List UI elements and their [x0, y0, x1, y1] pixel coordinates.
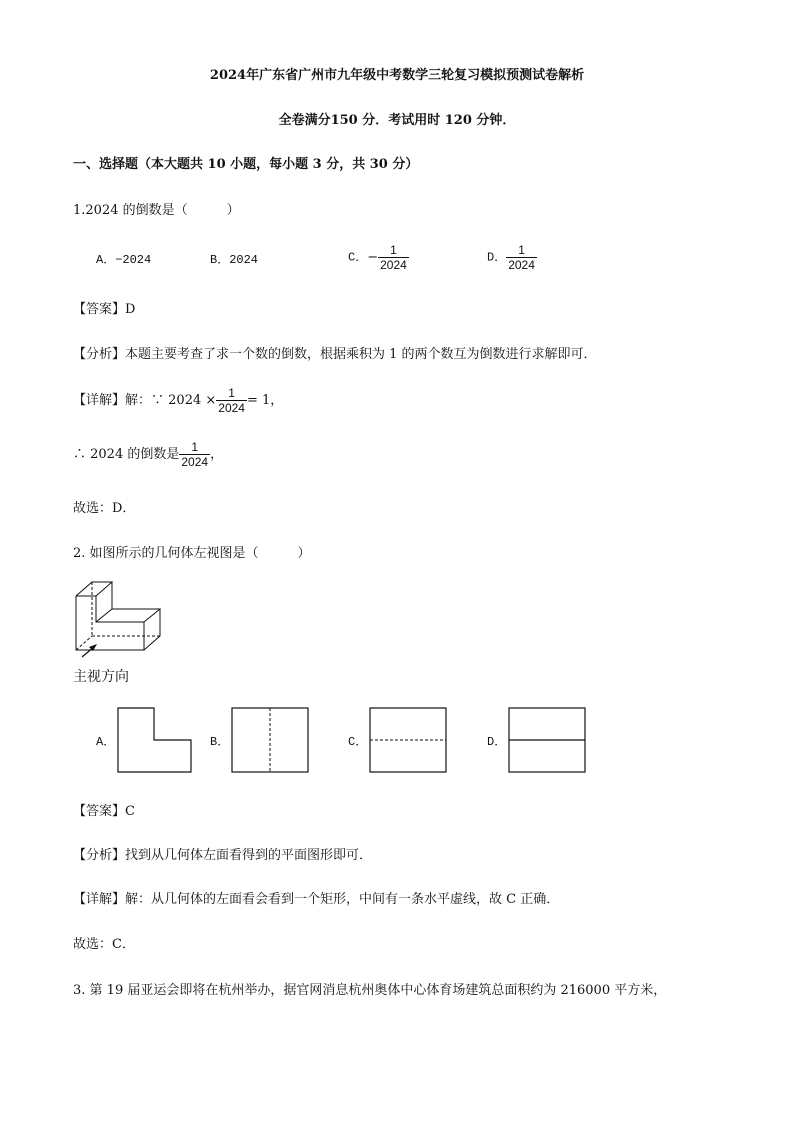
q2-answer-line	[73, 805, 135, 818]
q2-choose-line: 故选：C．	[73, 937, 135, 952]
fraction: $\frac{1}{2024}$	[218, 386, 245, 415]
analysis-tag: 【分析】	[73, 848, 126, 863]
choose-line: 故选：D．	[73, 501, 136, 516]
option-b: B．2024	[210, 253, 259, 267]
detail-line: 【详解】解：∵ 2024 × $\frac{1}{2024}$ = 1，	[73, 386, 284, 415]
option-d: D． $\frac{1}{2024}$	[487, 243, 535, 272]
solid-figure	[72, 578, 172, 660]
section-heading: 一、选择题（本大题共 10 小题，每小题 3 分，共 30 分）	[73, 157, 419, 172]
option-b-figure	[231, 707, 311, 775]
option-c: C．− $\frac{1}{2024}$	[348, 243, 407, 272]
option-a: A．−2024	[96, 253, 152, 267]
question-2-stem: 2. 如图所示的几何体左视图是（ ）	[73, 546, 311, 561]
answer-line	[73, 303, 135, 316]
q2-analysis-line	[73, 849, 372, 862]
detail-text: 解：从几何体的左面看会看到一个矩形，中间有一条水平虚线，故 C 正确．	[125, 892, 560, 907]
fraction: $\frac{1}{2024}$	[508, 243, 535, 272]
detail-tag: 【详解】	[73, 892, 126, 907]
q2-option-b-label: B．	[210, 735, 230, 749]
question-3-stem: 3. 第 19 届亚运会即将在杭州举办，据官网消息杭州奥体中心体育场建筑总面积约为 216000 平方米，	[73, 983, 667, 998]
tall-top	[76, 582, 112, 596]
analysis-text: 找到从几何体左面看得到的平面图形即可．	[125, 848, 373, 863]
analysis-tag: 【分析】	[73, 347, 126, 362]
detail-tag: 【详解】	[73, 393, 126, 409]
therefore-line: ∴ 2024 的倒数是 $\frac{1}{2024}$ ，	[73, 440, 224, 469]
fraction: $\frac{1}{2024}$	[181, 440, 209, 469]
q2-option-a-label: A．	[96, 735, 116, 749]
document-subtitle: 全卷满分150 分．考试用时 120 分钟．	[278, 113, 516, 128]
answer-tag: 【答案】	[73, 804, 126, 819]
q2-detail-line	[73, 893, 559, 906]
option-d-figure	[508, 707, 588, 775]
answer-value: D	[125, 302, 136, 317]
answer-value: C	[125, 804, 135, 819]
document-title: 2024年广东省广州市九年级中考数学三轮复习模拟预测试卷解析	[209, 68, 585, 83]
answer-tag: 【答案】	[73, 302, 126, 317]
analysis-line	[73, 348, 597, 361]
figure-caption: 主视方向	[73, 669, 129, 685]
question-1-stem: 1.2024 的倒数是（ ）	[73, 203, 240, 218]
front-face	[76, 596, 144, 650]
option-c-figure	[369, 707, 449, 775]
q2-option-d-label: D．	[487, 735, 507, 749]
fraction: $\frac{1}{2024}$	[380, 243, 407, 272]
q2-option-c-label: C．	[348, 735, 368, 749]
option-a-figure	[117, 707, 195, 775]
analysis-text: 本题主要考查了求一个数的倒数，根据乘积为 1 的两个数互为倒数进行求解即可．	[125, 347, 597, 362]
